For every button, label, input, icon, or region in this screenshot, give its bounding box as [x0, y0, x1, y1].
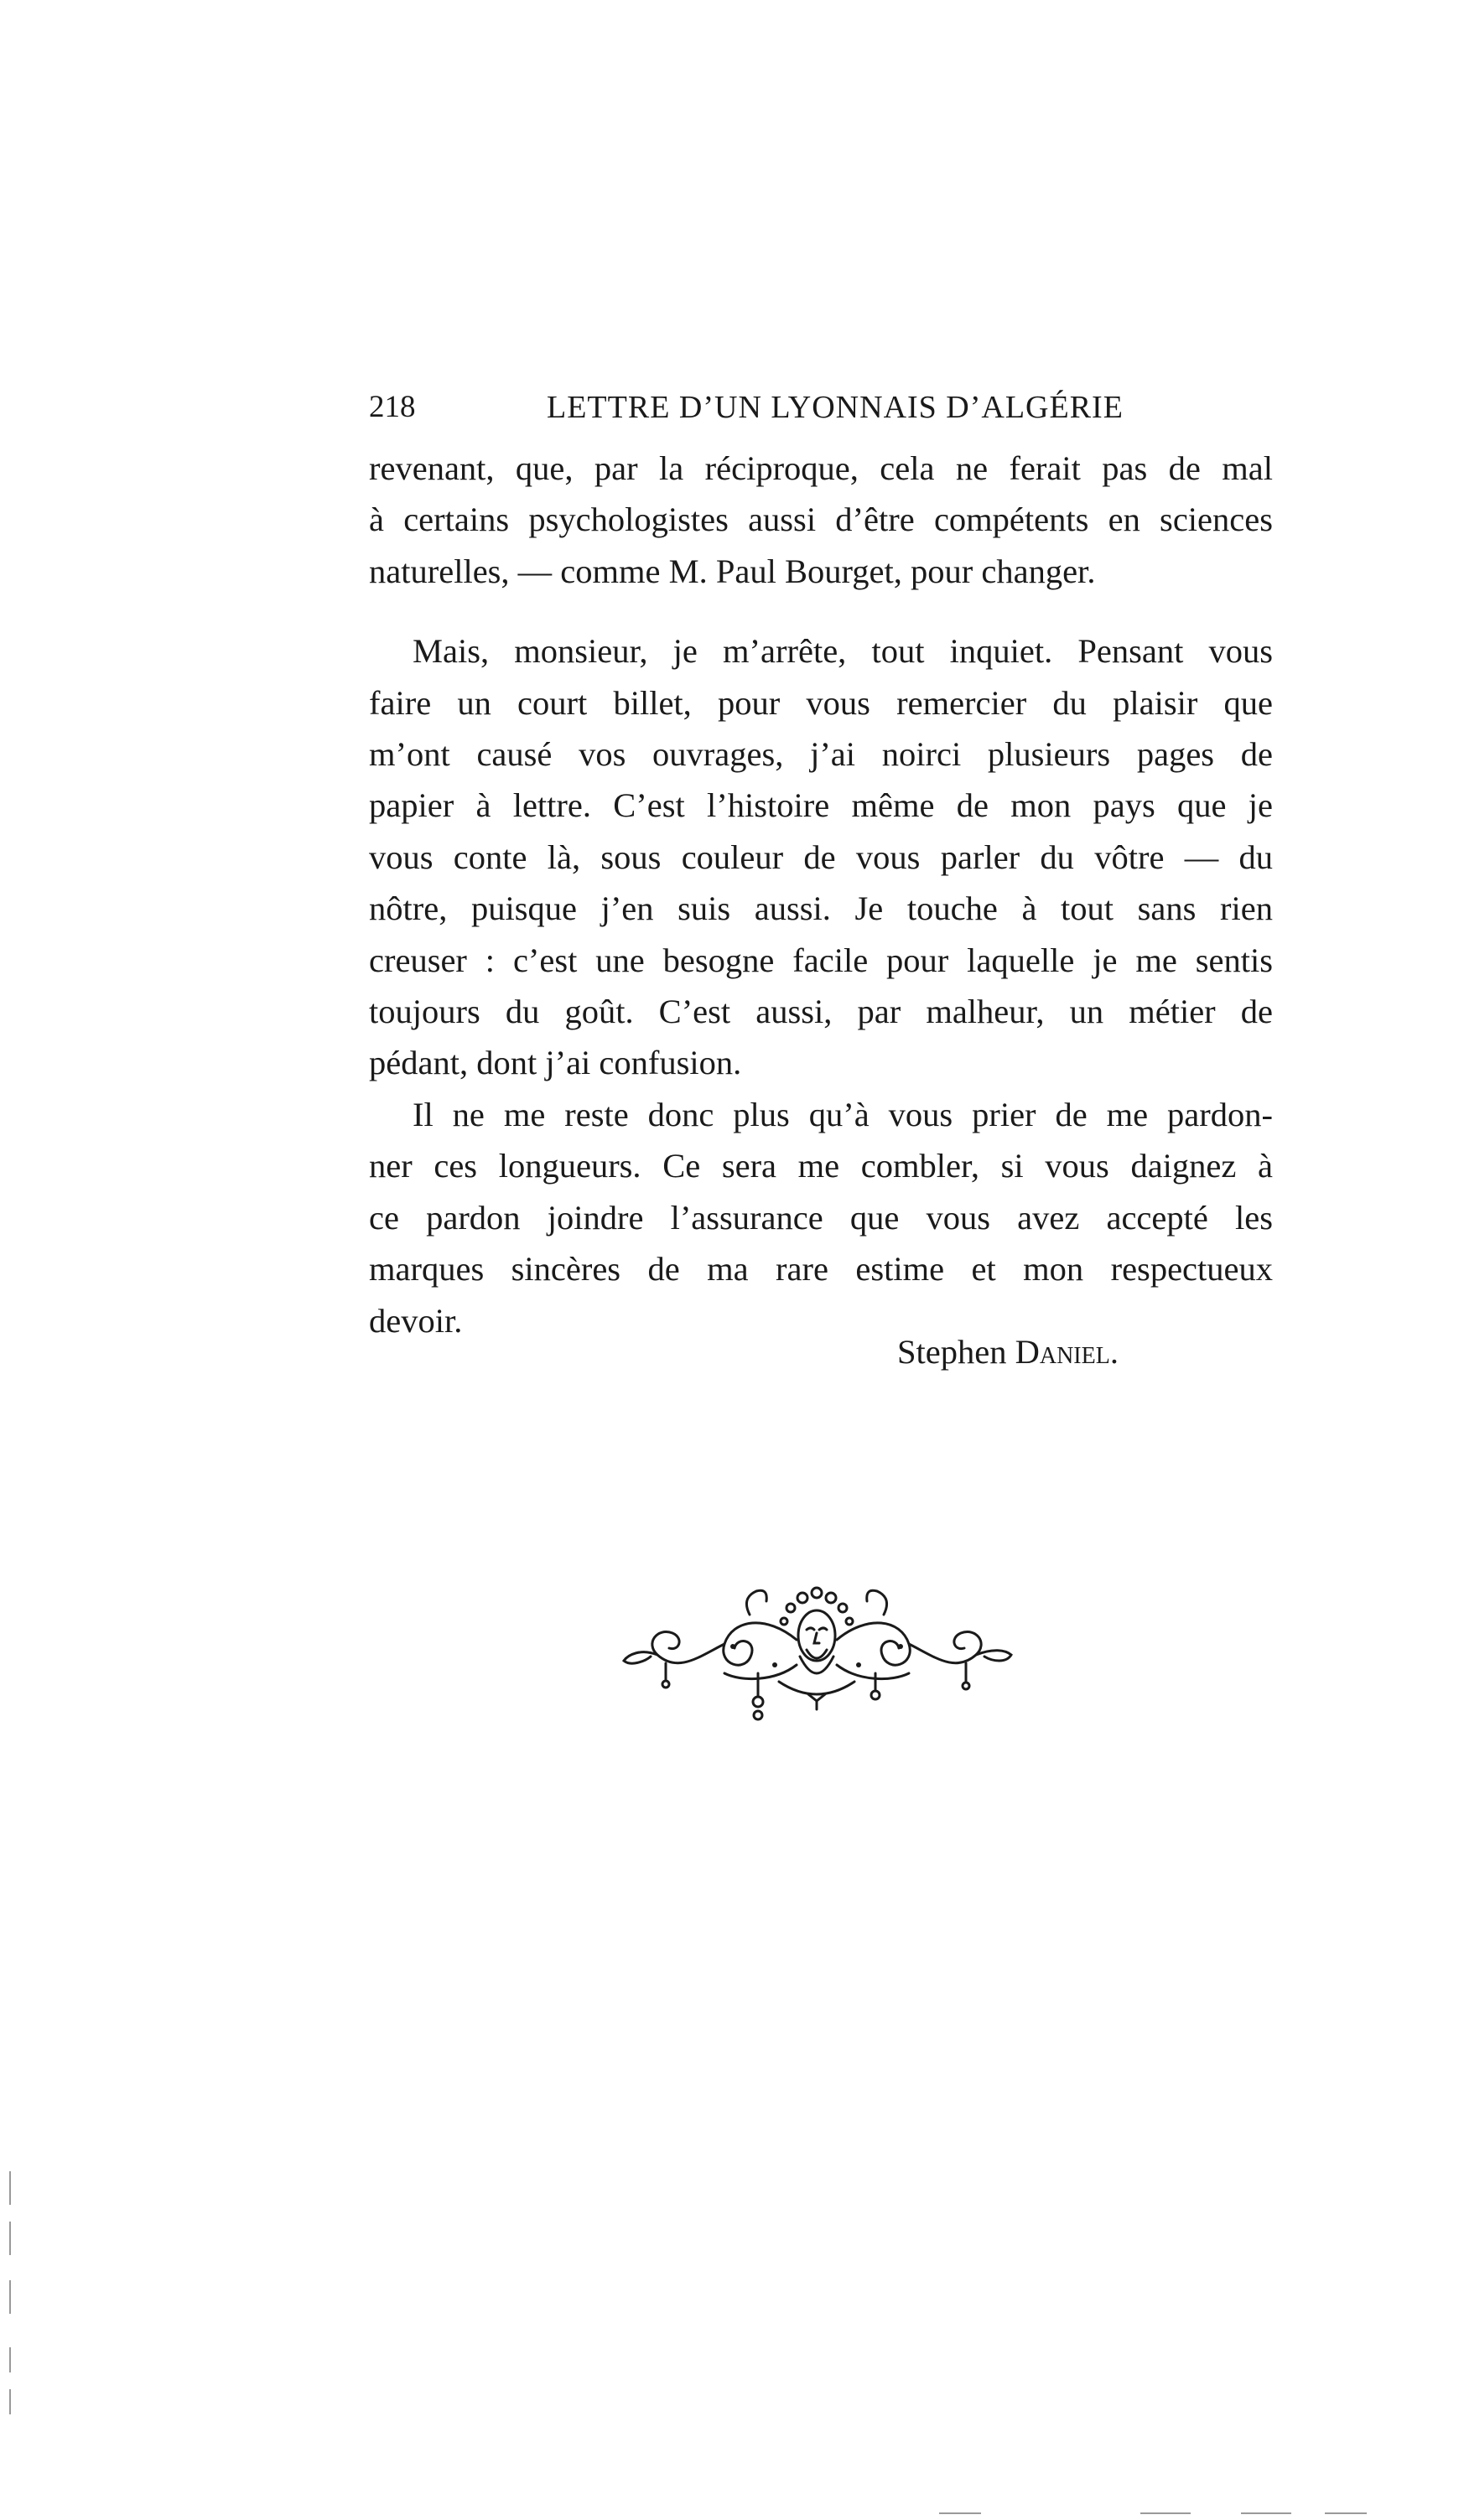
left-inner-scroll	[724, 1623, 797, 1665]
signature	[897, 1326, 1119, 1377]
text-line: papier à lettre. C’est l’histoire même de mon pays que je	[369, 786, 1273, 825]
text-line: Mais, monsieur, je m’arrête, tout inquiet. Pensant vous	[413, 632, 1273, 671]
text-line: m’ont causé vos ouvrages, j’ai noirci plusieurs pages de	[369, 735, 1273, 774]
left-upper-curl	[746, 1590, 766, 1615]
right-pendant-bead	[871, 1691, 880, 1699]
text-line: faire un court billet, pour vous remercier du plaisir que	[369, 683, 1273, 722]
text-line: ce pardon joindre l’assurance que vous avez accepté les	[369, 1198, 1273, 1237]
crown-ring	[838, 1604, 847, 1612]
text-line: devoir.	[369, 1301, 463, 1340]
text-line: pédant, dont j’ai confusion.	[369, 1044, 742, 1082]
paragraph-2	[369, 625, 1273, 1089]
ornament-dot	[772, 1662, 777, 1667]
left-pendant-bead	[754, 1711, 762, 1719]
left-pendant-bead	[753, 1697, 763, 1707]
left-outer-scroll	[652, 1632, 724, 1663]
running-head	[369, 384, 1283, 431]
tailpiece-ornament-icon	[607, 1556, 1026, 1740]
right-tip-scroll	[976, 1651, 1011, 1661]
running-title: LETTRE D’UN LYONNAIS D’ALGÉRIE	[547, 390, 1124, 425]
right-upper-curl	[867, 1590, 887, 1615]
crown-ring	[797, 1593, 807, 1603]
crown-ring	[781, 1618, 787, 1625]
paragraph-gap	[369, 597, 1273, 625]
text-line: marques sincères de ma rare estime et mon respectueux	[369, 1250, 1273, 1289]
ornament-dot	[856, 1662, 861, 1667]
text-line: revenant, que, par la réciproque, cela ne ferait pas de mal	[369, 449, 1273, 487]
crown-ring	[826, 1593, 836, 1603]
mask-eyes	[807, 1628, 827, 1630]
right-garland	[837, 1665, 909, 1679]
far-left-pendant-bead	[662, 1681, 669, 1688]
text-line: creuser : c’est une besogne facile pour laquelle je me sentis	[369, 941, 1273, 979]
text-line: à certains psychologistes aussi d’être compétents en sciences	[369, 500, 1273, 539]
bottom-bow	[808, 1694, 825, 1709]
text-line: nôtre, puisque j’en suis aussi. Je touche à tout sans rien	[369, 889, 1273, 928]
text-line: Il ne me reste donc plus qu’à vous prier de me pardon-	[413, 1095, 1273, 1133]
bottom-garland	[779, 1682, 854, 1694]
page-number: 218	[369, 390, 416, 424]
text-line: vous conte là, sous couleur de vous parler du vôtre — du	[369, 837, 1273, 876]
crown-ring	[846, 1618, 853, 1625]
far-right-pendant-bead	[963, 1683, 969, 1689]
text-line: ner ces longueurs. Ce sera me combler, si vous daignez à	[369, 1147, 1273, 1185]
ornament-dot	[730, 1644, 735, 1649]
text-line: toujours du goût. C’est aussi, par malheur, un métier de	[369, 993, 1273, 1031]
text-line: naturelles, — comme M. Paul Bourget, pour changer.	[369, 552, 1096, 590]
signature-first-name: Stephen	[897, 1333, 1007, 1371]
crown-ring	[787, 1604, 795, 1612]
left-garland	[724, 1665, 797, 1679]
ornament-dot	[898, 1644, 903, 1649]
left-tip-scroll	[624, 1652, 657, 1663]
right-inner-scroll	[837, 1623, 910, 1665]
signature-surname: Daniel.	[1015, 1333, 1119, 1371]
crown-ring	[812, 1588, 822, 1598]
right-outer-scroll	[909, 1632, 981, 1663]
mask-nose	[814, 1633, 819, 1643]
mask-beard	[807, 1650, 827, 1658]
body-text	[369, 443, 1273, 1346]
paragraph-1	[369, 443, 1273, 597]
paragraph-3	[369, 1089, 1273, 1346]
